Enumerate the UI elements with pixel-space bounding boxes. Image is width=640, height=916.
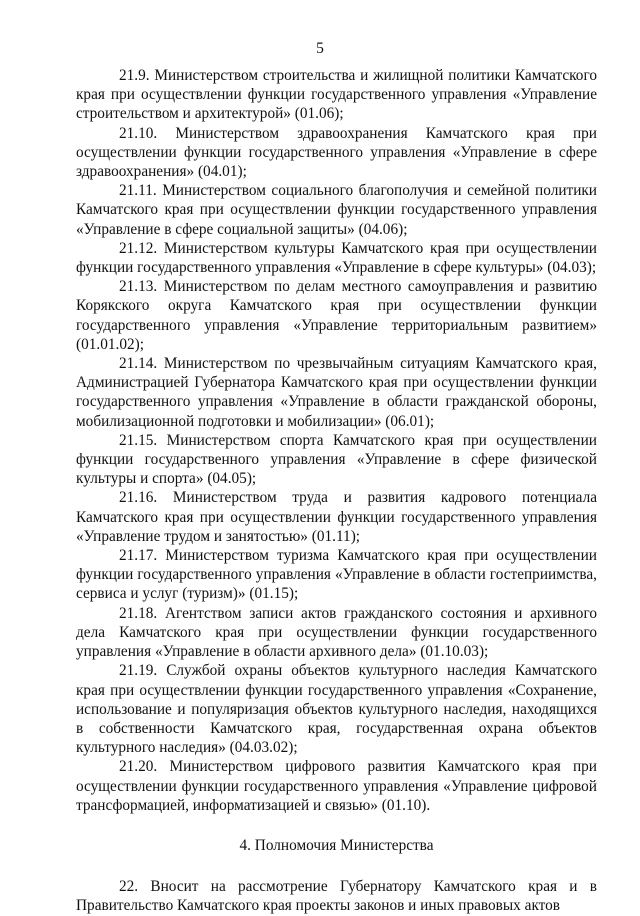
paragraph-21-16: 21.16. Министерством труда и развития кадрового потенциала Камчатского края при осуществлении функции государственного управления «Управление трудом и занятостью» (01.11); [76, 489, 597, 545]
paragraph-21-18: 21.18. Агентством записи актов гражданского состояния и архивного дела Камчатского края при осуществлении функции государственного управления «Управление в области архивного дела» (01.10.03); [76, 604, 597, 661]
section-heading: 4. Полномочия Министерства [239, 836, 434, 854]
paragraph-21-14: 21.14. Министерством по чрезвычайным ситуациям Камчатского края, Администрацией Губернатора Камчатского края при осуществлении функции государственного управления «Управление в области гражданской обороны, мобилизационной подготовки и мобилизации» (06.01); [76, 355, 597, 430]
paragraph-21-9: 21.9. Министерством строительства и жилищной политики Камчатского края при осуществлении функции государственного управления «Управление строительством и архитектурой» (01.06); [76, 67, 597, 123]
paragraph-21-11: 21.11. Министерством социального благополучия и семейной политики Камчатского края при осуществлении функции государственного управления «Управление в сфере социальной защиты» (04.06); [76, 182, 597, 238]
paragraph-21-17: 21.17. Министерством туризма Камчатского края при осуществлении функции государственного управления «Управление в области гостеприимства, сервиса и услуг (туризм)» (01.15); [76, 547, 597, 603]
paragraph-21-20: 21.20. Министерством цифрового развития Камчатского края при осуществлении функции государственного управления «Управление цифровой трансформацией, информатизацией и связью» (01.10). [76, 758, 597, 814]
paragraph-21-10: 21.10. Министерством здравоохранения Камчатского края при осуществлении функции государственного управления «Управление в сфере здравоохранения» (04.01); [76, 124, 597, 181]
document-body [76, 66, 597, 916]
paragraph-21-15: 21.15. Министерством спорта Камчатского края при осуществлении функции государственного управления «Управление в сфере физической культуры и спорта» (04.05); [76, 431, 597, 488]
paragraph-21-13: 21.13. Министерством по делам местного самоуправления и развитию Корякского округа Камчатского края при осуществлении функции государственного управления «Управление территориальным развитием» (01.01.02); [76, 278, 597, 353]
paragraph-22: 22. Вносит на рассмотрение Губернатору Камчатского края и в Правительство Камчатского края проекты законов и иных правовых актов [76, 878, 597, 915]
page-number: 5 [316, 40, 324, 57]
paragraph-21-12: 21.12. Министерством культуры Камчатского края при осуществлении функции государственного управления «Управление в сфере культуры» (04.03); [76, 239, 597, 277]
paragraph-21-19: 21.19. Службой охраны объектов культурного наследия Камчатского края при осуществлении функции государственного управления «Сохранение, использование и популяризация объектов культурного наследия, находящихся в собственности Камчатского края, государственная охрана объектов культурного наследия» (04.03.02); [76, 662, 597, 757]
